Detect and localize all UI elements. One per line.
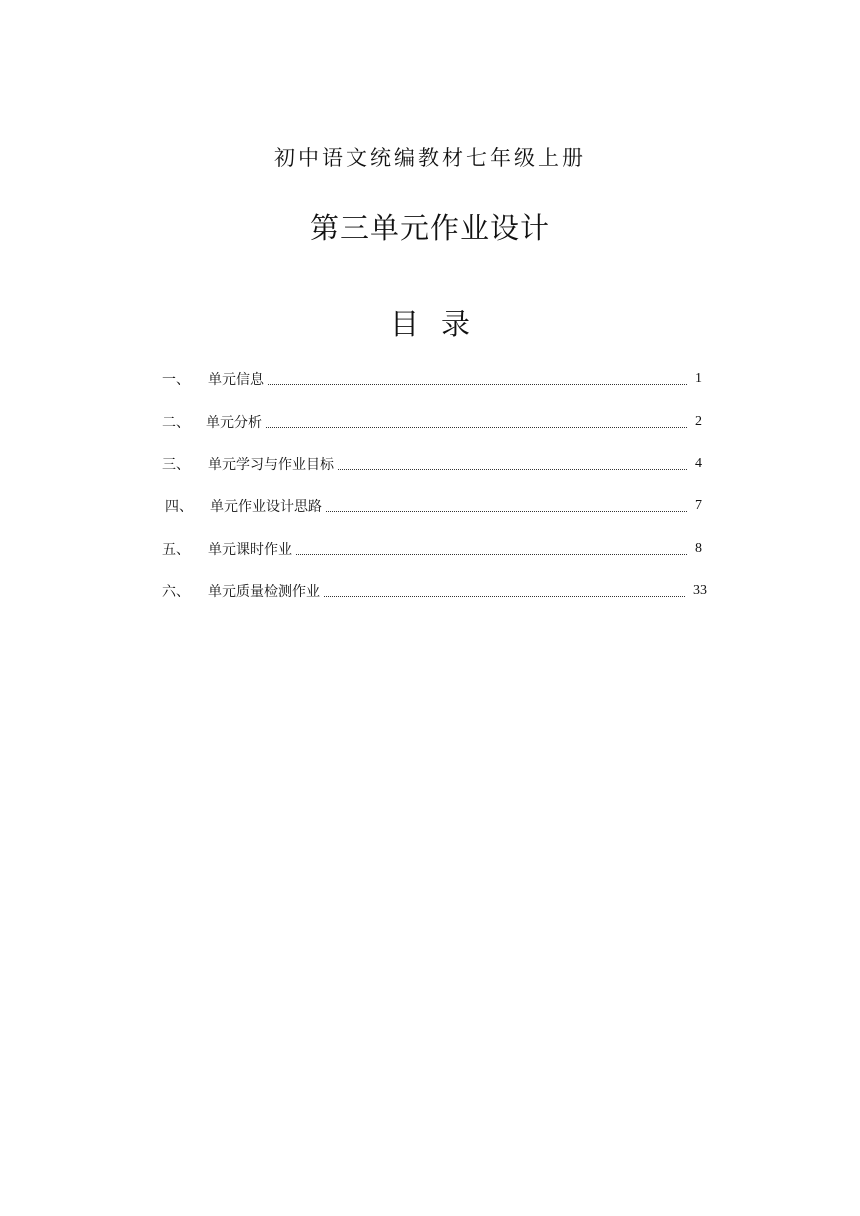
toc-entry-label: 单元学习与作业目标 [208,456,334,473]
toc-entry-learning-goals[interactable] [162,443,707,485]
table-of-contents [162,358,707,612]
toc-entry-number: 三、 [162,456,190,473]
toc-entry-label: 单元信息 [208,372,264,389]
toc-heading [0,304,860,344]
toc-entry-page: 4 [695,455,702,471]
toc-heading-left: 目 [389,307,419,341]
toc-entry-label: 单元分析 [206,414,262,431]
toc-entry-label: 单元课时作业 [208,541,292,558]
document-title: 第三单元作业设计 [309,211,550,245]
toc-entry-page: 2 [695,413,702,429]
toc-heading-right: 录 [441,307,471,341]
toc-entry-number: 五、 [162,541,190,558]
toc-entry-unit-analysis[interactable] [162,400,707,442]
toc-dot-leader [326,510,687,512]
toc-entry-number: 二、 [162,414,190,431]
toc-dot-leader [266,426,687,428]
toc-entry-page: 8 [695,540,702,556]
toc-entry-label: 单元质量检测作业 [208,584,320,601]
toc-dot-leader [324,595,685,597]
toc-entry-label: 单元作业设计思路 [210,499,322,516]
document-subtitle: 初中语文统编教材七年级上册 [274,146,586,170]
toc-entry-page: 1 [695,371,702,387]
toc-entry-page: 7 [695,498,702,514]
toc-entry-design-approach[interactable] [162,485,707,527]
toc-entry-quality-test[interactable] [162,570,707,612]
toc-dot-leader [338,468,687,470]
toc-dot-leader [268,383,687,385]
toc-dot-leader [296,553,687,555]
toc-entry-unit-info[interactable] [162,358,707,400]
toc-entry-lesson-homework[interactable] [162,528,707,570]
toc-entry-page: 33 [693,583,707,599]
toc-entry-number: 四、 [165,499,193,516]
toc-entry-number: 六、 [162,584,190,601]
toc-entry-number: 一、 [162,372,190,389]
